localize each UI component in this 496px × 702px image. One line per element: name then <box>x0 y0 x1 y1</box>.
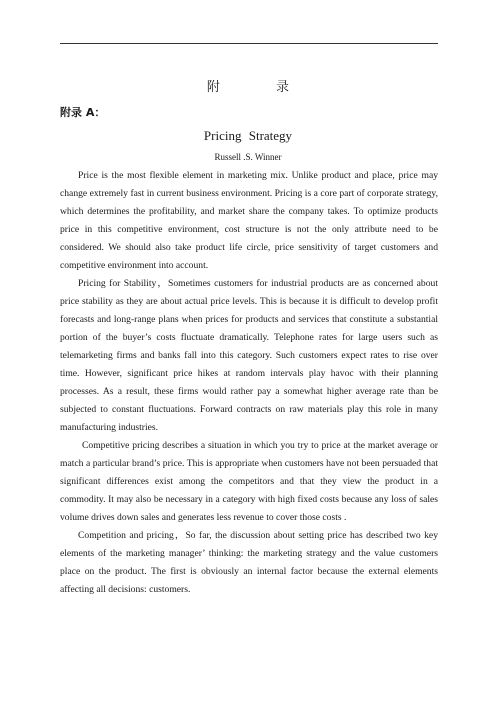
header-rule <box>60 43 438 44</box>
paragraph-competition-and-pricing: Competition and pricing，So far, the discussion about setting price has described two key elements of the marketing manager’ thinking: the marketing strategy and the value customers place on the product. The first is obviously an internal factor because the external elements affecting all decisions: customers. <box>60 530 438 595</box>
appendix-heading: 附 录 <box>206 80 316 95</box>
article-body <box>60 167 438 599</box>
article-title: Pricing Strategy <box>203 128 293 143</box>
appendix-a-label: 附录 A： <box>60 106 106 119</box>
paragraph-pricing-for-stability: Pricing for Stability，Sometimes customers for industrial products are as concerned about price stability as they are about actual price levels. This is because it is difficult to develop profit forecasts and long-range plans when prices for products and services that constitute a substantial portion of the buyer’s costs fluctuate dramatically. Telephone rates for large users such as telemarketing firms and banks fall into this category. Such customers expect rates to rise over time. However, significant price hikes at random intervals play havoc with their planning processes. As a result, these firms would rather pay a somewhat higher average rate than be subjected to constant fluctuations. Forward contracts on raw materials play this role in many manufacturing industries. <box>60 278 438 433</box>
paragraph-price-flexibility: Price is the most flexible element in marketing mix. Unlike product and place, price may change extremely fast in current business environment. Pricing is a core part of corporate strategy, which determines the profitability, and market share the company takes. To optimize products price in this competitive environment, cost structure is not the only attribute need to be considered. We should also take product life circle, price sensitivity of target customers and competitive environment into account. <box>60 170 438 271</box>
article-author: Russell .S. Winner <box>214 152 282 162</box>
paragraph-competitive-pricing: Competitive pricing describes a situation in which you try to price at the market average or match a particular brand’s price. This is appropriate when customers have not been persuaded that significant differences exist among the competitors and that they view the product in a commodity. It may also be necessary in a category with high fixed costs because any loss of sales volume drives down sales and generates less revenue to cover those costs . <box>60 440 438 523</box>
